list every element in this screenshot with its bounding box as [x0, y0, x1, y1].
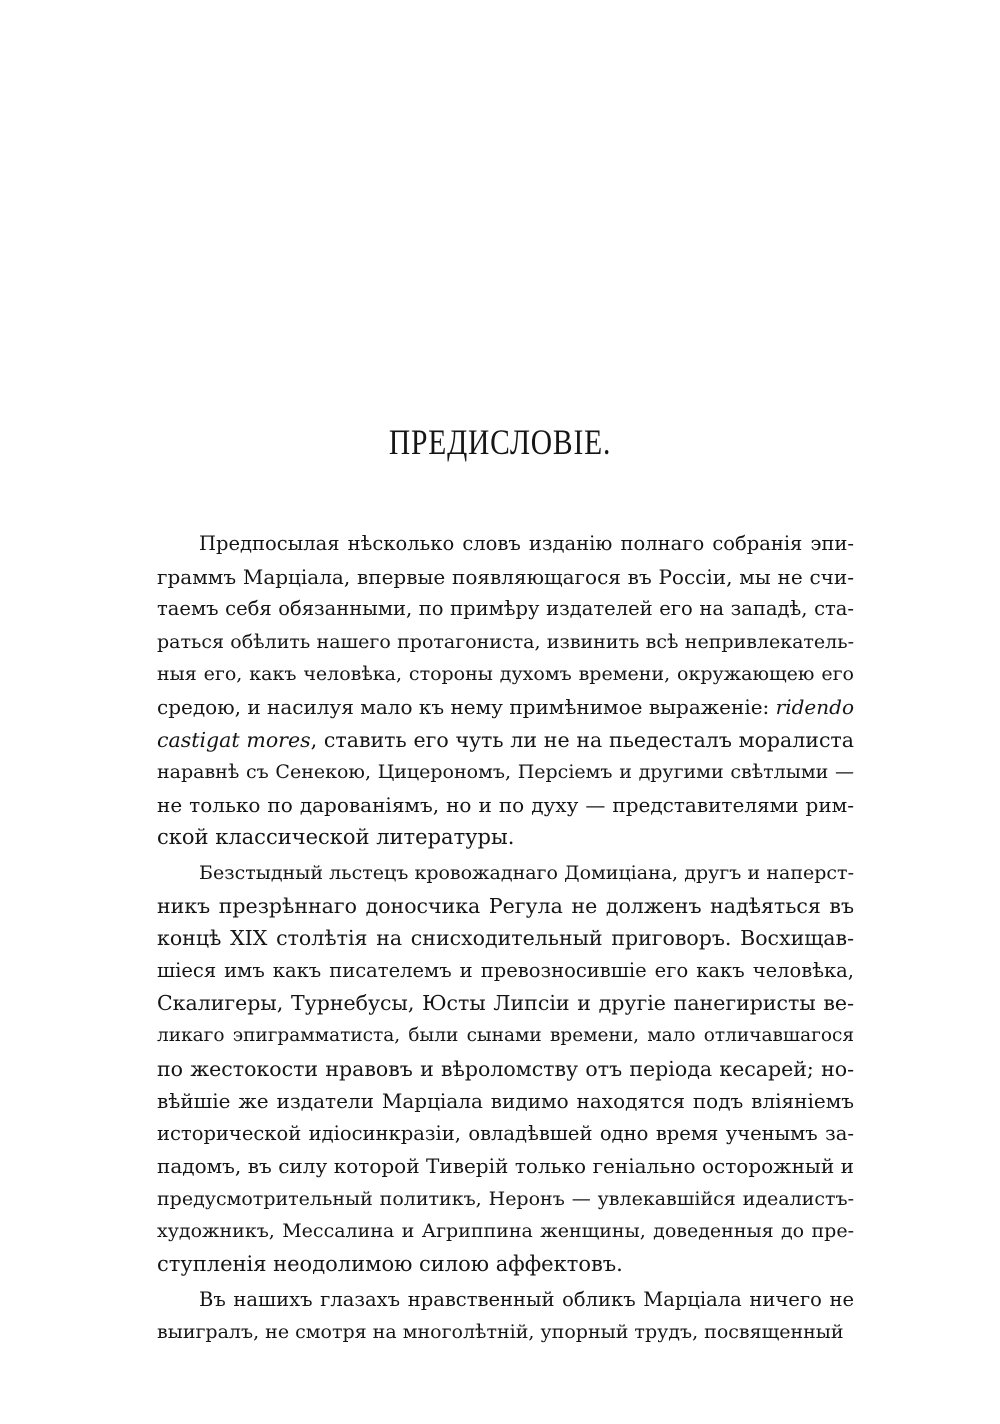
text-body [157, 528, 854, 1349]
text-line [157, 691, 854, 724]
text-line: ныя его, какъ человѣка, стороны духомъ времени, окружающею его [157, 663, 854, 686]
text-line: вѣйшіе же издатели Марціала видимо находятся подъ вліяніемъ [157, 1089, 854, 1114]
text-line: раться обѣлить нашего протагониста, извинить всѣ непривлекатель- [157, 630, 854, 653]
text-line: никъ презрѣннаго доносчика Регула не долженъ надѣяться въ [157, 893, 854, 918]
text-line: исторической идіосинкразіи, овладѣвшей одно время ученымъ за- [157, 1121, 854, 1145]
text-run: средою, и насилуя мало къ нему примѣнимое выраженіе: [157, 694, 776, 719]
text-line: Безстыдный льстецъ кровожаднаго Домиціана, другъ и наперст- [199, 861, 854, 884]
text-line: шіеся имъ какъ писателемъ и превозносившіе его какъ человѣка, [157, 958, 854, 982]
text-line: выигралъ, не смотря на многолѣтній, упорный трудъ, посвященный [157, 1321, 844, 1344]
text-line: не только по дарованіямъ, но и по духу — представителями рим- [157, 792, 854, 817]
italic-phrase: ridendo [775, 694, 854, 719]
text-line: ликаго эпиграмматиста, были сынами времени, мало отличавшагося [157, 1024, 854, 1046]
text-line: по жестокости нравовъ и вѣроломству отъ періода кесарей; но- [157, 1056, 854, 1081]
text-line: падомъ, въ силу которой Тиверій только геніально осторожный и [157, 1154, 854, 1179]
text-line: Въ нашихъ глазахъ нравственный обликъ Марціала ничего не [199, 1287, 854, 1311]
text-line: таемъ себя обязанными, по примѣру издателей его на западѣ, ста- [157, 597, 854, 621]
text-line: предусмотрительный политикъ, Неронъ — увлекавшійся идеалистъ- [157, 1187, 854, 1210]
text-line: Предпосылая нѣсколько словъ изданію полнаго собранія эпи- [199, 532, 854, 555]
text-line: концѣ XIX столѣтія на снисходительный приговоръ. Восхищав- [157, 926, 854, 951]
text-line: ступленія неодолимою силою аффектовъ. [157, 1252, 623, 1277]
text-line: художникъ, Мессалина и Агриппина женщины, доведенныя до пре- [157, 1220, 854, 1243]
page-title: ПРЕДИСЛОВІЕ. [388, 422, 612, 462]
italic-phrase: castigat mores [157, 727, 311, 752]
text-line: Скалигеры, Турнебусы, Юсты Липсіи и другіе панегиристы ве- [157, 991, 854, 1016]
text-line: ской классической литературы. [157, 825, 515, 850]
text-line [157, 724, 854, 757]
text-line: наравнѣ съ Сенекою, Цицерономъ, Персіемъ и другими свѣтлыми — [157, 761, 854, 784]
text-line: граммъ Марціала, впервые появляющагося въ Россіи, мы не счи- [157, 564, 854, 589]
text-run: , ставить его чуть ли не на пьедесталъ моралиста [310, 727, 854, 752]
